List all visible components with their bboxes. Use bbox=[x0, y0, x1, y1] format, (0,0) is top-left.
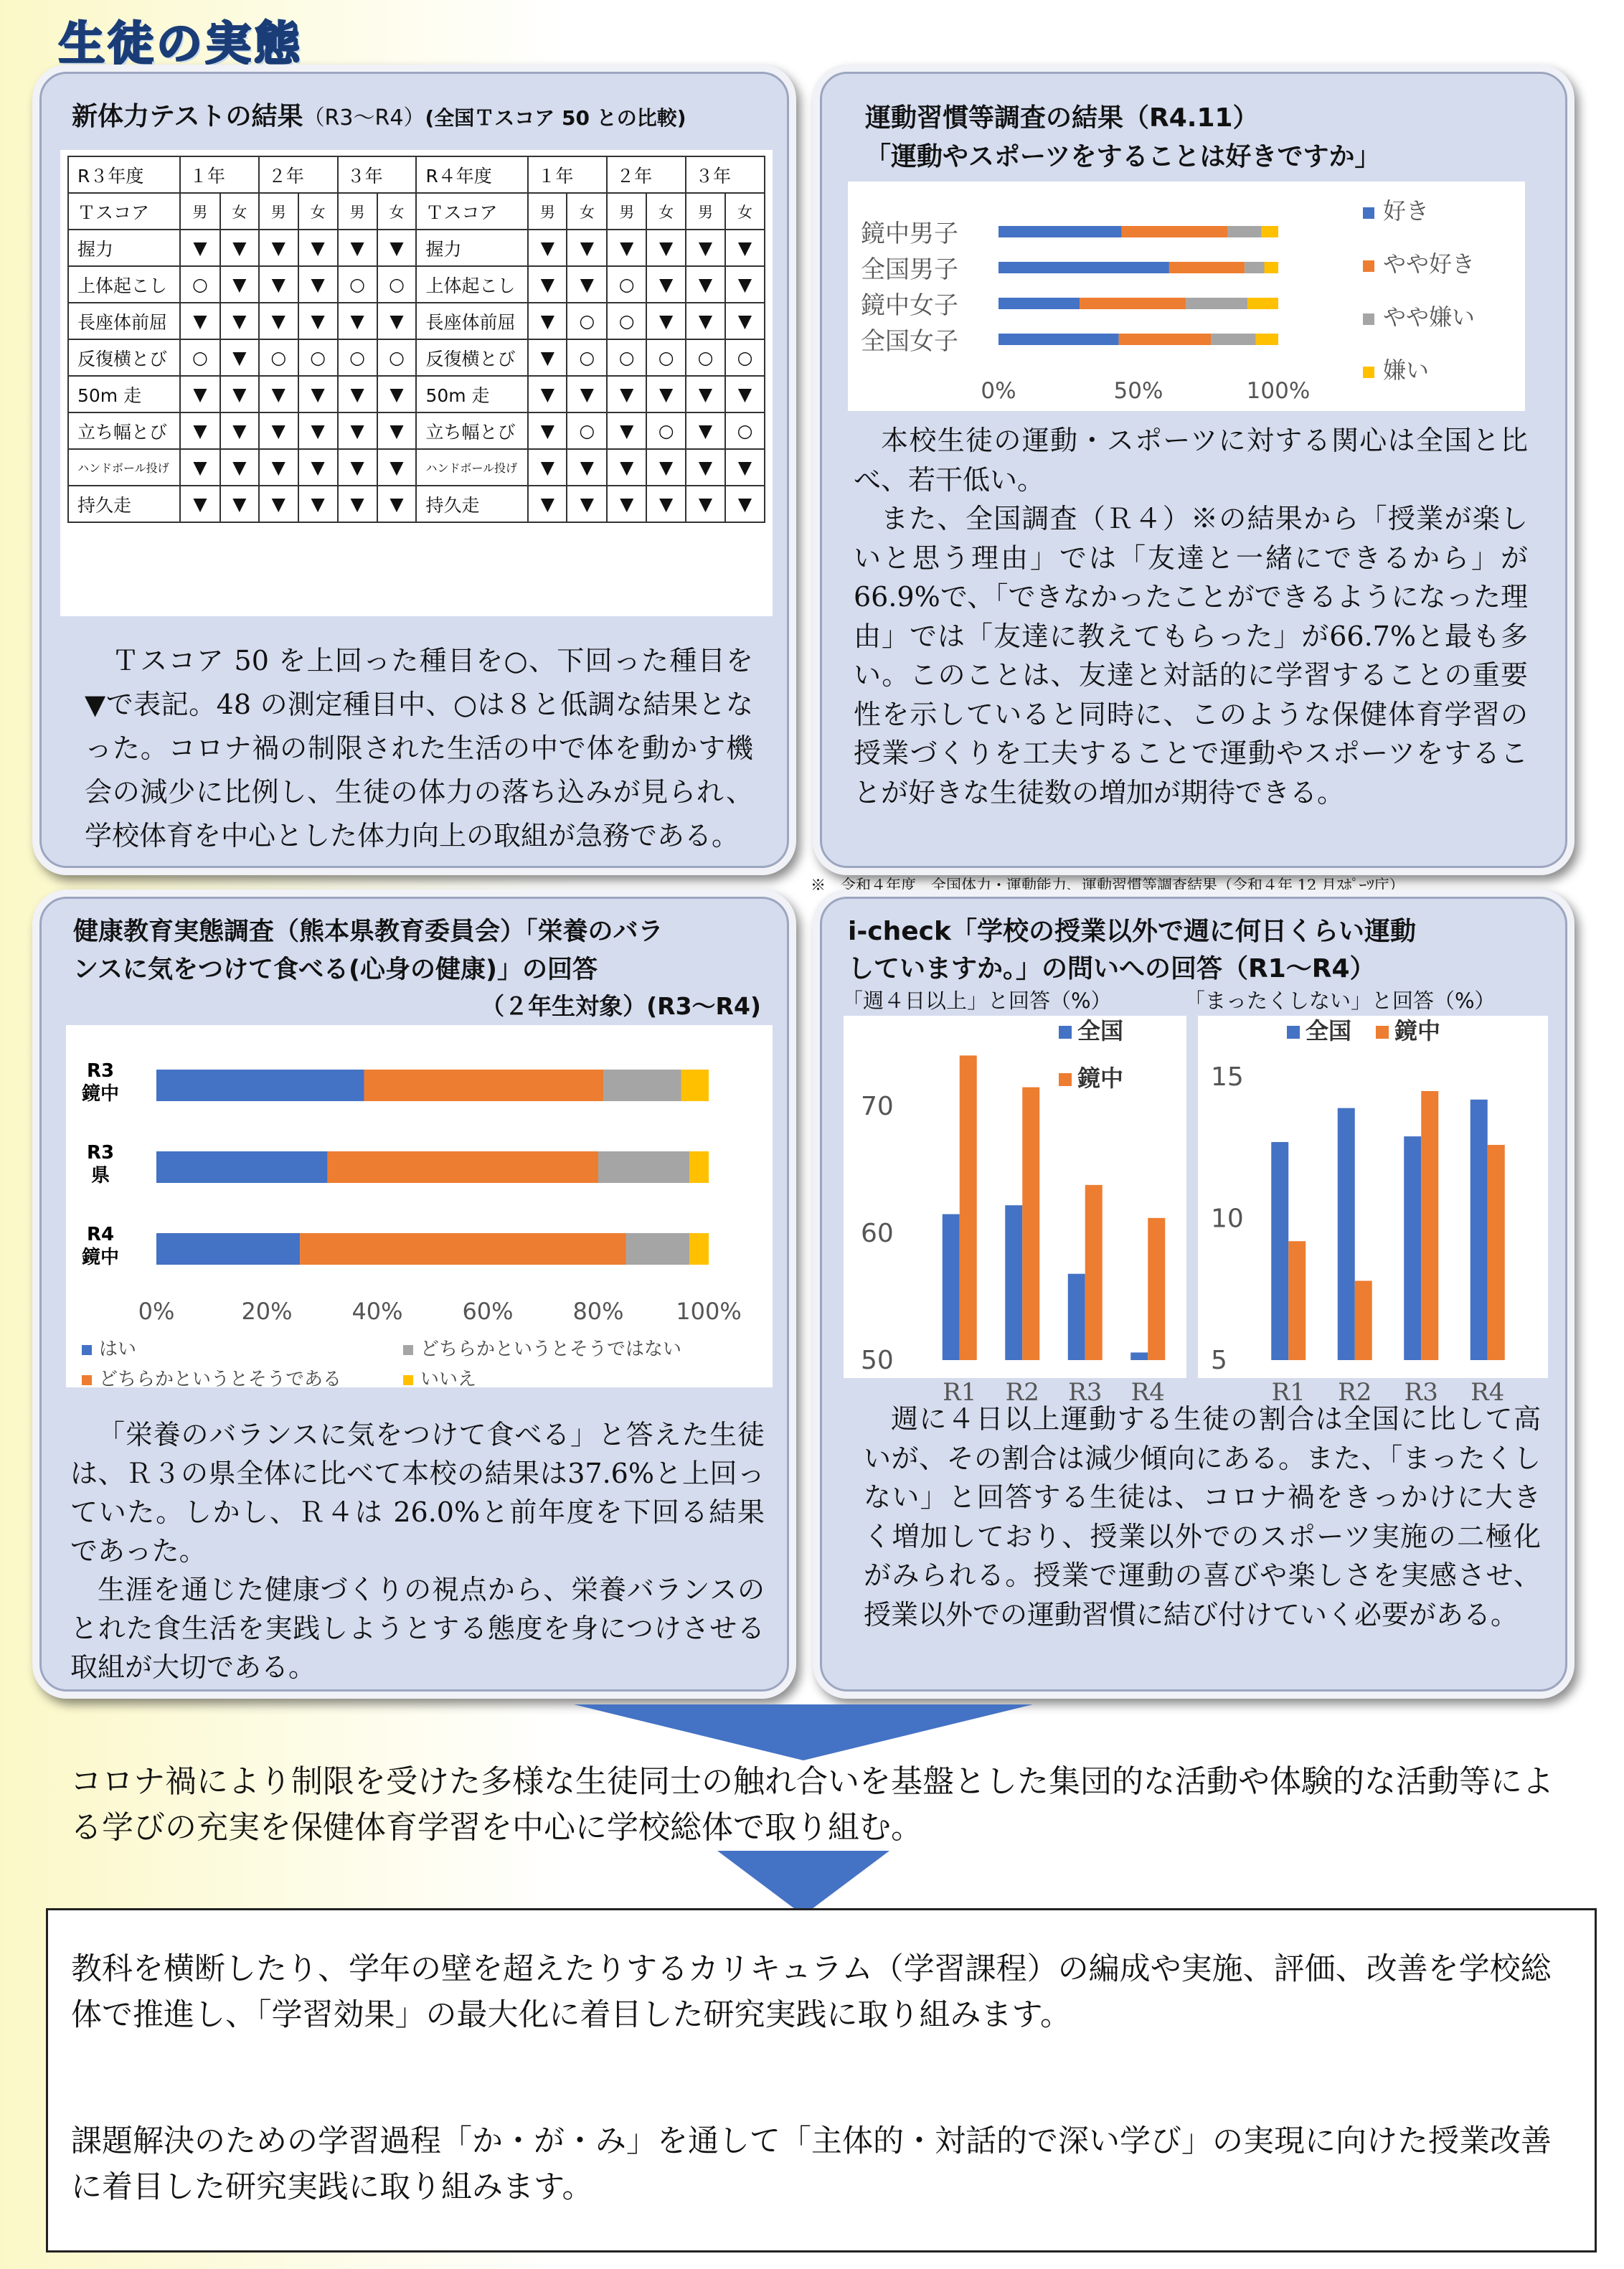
bar-segment bbox=[1265, 262, 1279, 273]
table-cell: 反復横とび bbox=[68, 339, 180, 376]
table-header-cell: 女 bbox=[220, 193, 259, 230]
table-cell: 反復横とび bbox=[416, 339, 528, 376]
fitness-panel bbox=[39, 72, 789, 868]
bar-segment bbox=[1228, 226, 1262, 237]
table-cell: ▼ bbox=[528, 412, 567, 449]
page-title: 生徒の実態 bbox=[59, 18, 303, 71]
table-cell: ▼ bbox=[377, 486, 417, 522]
bottom-p2: 課題解決のための学習過程「か・が・み」を通して「主体的・対話的で深い学び」の実現に向けた授業改善に着目した研究実践に取り組みます。 bbox=[71, 2123, 1552, 2205]
table-cell: ○ bbox=[338, 339, 377, 376]
table-cell: ○ bbox=[607, 339, 646, 376]
table-cell: ▼ bbox=[528, 376, 567, 412]
table-cell: ▼ bbox=[338, 376, 377, 412]
table-cell: ○ bbox=[607, 303, 646, 339]
table-header-cell: 男 bbox=[686, 193, 725, 230]
bar-segment bbox=[1080, 298, 1186, 309]
x-tick-label: 40% bbox=[351, 1298, 403, 1325]
bar bbox=[1085, 1185, 1103, 1360]
table-cell: ▼ bbox=[725, 486, 765, 522]
legend-label: やや好き bbox=[1383, 250, 1476, 278]
table-header-cell: 男 bbox=[528, 193, 567, 230]
table-cell: ▼ bbox=[607, 449, 646, 486]
bar-segment bbox=[1262, 226, 1278, 237]
table-row bbox=[68, 303, 765, 339]
table-header-cell: 女 bbox=[377, 193, 417, 230]
table-header-cell: Ｔスコア bbox=[68, 193, 180, 230]
table-row bbox=[68, 376, 765, 412]
table-cell: ○ bbox=[298, 339, 338, 376]
table-cell: ▼ bbox=[259, 486, 298, 522]
category-label: R3 bbox=[86, 1142, 115, 1164]
category-label: 鏡中女子 bbox=[861, 291, 958, 320]
table-cell: ▼ bbox=[567, 376, 607, 412]
table-cell: 立ち幅とび bbox=[68, 412, 180, 449]
table-cell: ▼ bbox=[220, 230, 259, 266]
icheck-panel bbox=[820, 897, 1567, 1692]
table-row bbox=[68, 449, 765, 486]
bar bbox=[1470, 1100, 1488, 1360]
table-row bbox=[68, 230, 765, 266]
habits-chart-box bbox=[848, 181, 1525, 411]
table-cell: ▼ bbox=[259, 412, 298, 449]
bar-segment bbox=[1245, 262, 1264, 273]
table-cell: ▼ bbox=[180, 486, 220, 522]
table-cell: ▼ bbox=[259, 266, 298, 303]
table-cell: ▼ bbox=[725, 449, 765, 486]
table-header-cell: R３年度 bbox=[68, 156, 180, 193]
category-label: 全国男子 bbox=[861, 255, 958, 284]
table-cell: ▼ bbox=[377, 230, 417, 266]
x-tick-label: R2 bbox=[1338, 1378, 1372, 1407]
table-cell: ▼ bbox=[220, 449, 259, 486]
table-cell: ▼ bbox=[259, 303, 298, 339]
table-header-cell: １年 bbox=[528, 156, 607, 193]
x-tick-label: 20% bbox=[241, 1298, 293, 1325]
fitness-table bbox=[67, 156, 765, 523]
habits-title-line1: 運動習慣等調査の結果（R4.11） bbox=[865, 103, 1259, 133]
legend-label: 全国 bbox=[1077, 1017, 1124, 1044]
table-cell: ▼ bbox=[686, 449, 725, 486]
table-header-cell: ２年 bbox=[259, 156, 338, 193]
bar bbox=[1404, 1136, 1421, 1360]
bar-segment bbox=[1211, 334, 1255, 345]
legend-swatch bbox=[1059, 1026, 1072, 1039]
icheck-sub-right: 「まったくしない」と回答（%） bbox=[1184, 989, 1496, 1013]
legend-label: やや嫌い bbox=[1383, 303, 1476, 331]
table-cell: ▼ bbox=[338, 449, 377, 486]
icheck-title-line1: i-check「学校の授業以外で週に何日くらい運動 bbox=[848, 917, 1416, 946]
bar bbox=[960, 1055, 977, 1360]
health-chart-box bbox=[66, 1025, 773, 1390]
table-cell: ▼ bbox=[646, 449, 686, 486]
bar bbox=[943, 1214, 960, 1360]
table-cell: ▼ bbox=[220, 339, 259, 376]
x-tick-label: R1 bbox=[943, 1378, 977, 1407]
table-cell: ▼ bbox=[180, 376, 220, 412]
x-tick-label: 0% bbox=[138, 1298, 175, 1325]
health-title-line2: ンスに気をつけて食べる(心身の健康)」の回答 bbox=[73, 956, 598, 984]
table-row bbox=[68, 412, 765, 449]
table-cell: 持久走 bbox=[68, 486, 180, 522]
table-header-row bbox=[68, 193, 765, 230]
legend-swatch bbox=[1287, 1026, 1300, 1039]
table-cell: ▼ bbox=[298, 376, 338, 412]
table-cell: ○ bbox=[338, 266, 377, 303]
bar-segment bbox=[689, 1233, 709, 1265]
y-tick-label: 15 bbox=[1211, 1062, 1244, 1093]
table-cell: ○ bbox=[725, 412, 765, 449]
table-cell: ○ bbox=[567, 303, 607, 339]
table-cell: ▼ bbox=[528, 303, 567, 339]
table-cell: ハンドボール投げ bbox=[416, 449, 528, 486]
table-cell: ▼ bbox=[725, 303, 765, 339]
bar-segment bbox=[999, 262, 1169, 273]
fitness-text: Ｔスコア 50 を上回った種目を○、下回った種目を▼で表記。48 の測定種目中、○は８と低調な結果となった。コロナ禍の制限された生活の中で体を動かす機会の減少に比例し、生徒の体力の落ち込みが見られ、学校体育を中心とした体力向上の取組が急務である。 bbox=[85, 645, 753, 852]
bar-segment bbox=[1119, 334, 1212, 345]
table-cell: 立ち幅とび bbox=[416, 412, 528, 449]
habits-title-line2: 「運動やスポーツをすることは好きですか」 bbox=[865, 142, 1381, 171]
table-cell: ハンドボール投げ bbox=[68, 449, 180, 486]
health-title-line1: 健康教育実態調査（熊本県教育委員会）「栄養のバラ bbox=[73, 917, 664, 946]
icheck-title-line2: していますか。」の問いへの回答（R1～R4） bbox=[848, 954, 1376, 983]
table-cell: ▼ bbox=[377, 376, 417, 412]
table-cell: ○ bbox=[607, 266, 646, 303]
table-cell: ▼ bbox=[567, 266, 607, 303]
table-cell: ▼ bbox=[686, 486, 725, 522]
bar-segment bbox=[626, 1233, 690, 1265]
bar-segment bbox=[156, 1233, 300, 1265]
table-row bbox=[68, 339, 765, 376]
table-cell: ○ bbox=[646, 412, 686, 449]
table-cell: ▼ bbox=[607, 230, 646, 266]
table-cell: ○ bbox=[646, 339, 686, 376]
x-tick-label: R2 bbox=[1005, 1378, 1039, 1407]
table-cell: ▼ bbox=[646, 230, 686, 266]
table-cell: ○ bbox=[725, 339, 765, 376]
table-cell: 長座体前屈 bbox=[416, 303, 528, 339]
table-cell: ▼ bbox=[646, 486, 686, 522]
table-cell: ▼ bbox=[528, 266, 567, 303]
bar bbox=[1288, 1241, 1306, 1360]
table-cell: ▼ bbox=[528, 449, 567, 486]
table-cell: ▼ bbox=[338, 412, 377, 449]
legend-swatch bbox=[403, 1375, 413, 1385]
health-chart bbox=[66, 1025, 773, 1390]
bottom-p1: 教科を横断したり、学年の壁を超えたりするカリキュラム（学習課程）の編成や実施、評価、改善を学校総体で推進し、「学習効果」の最大化に着目した研究実践に取り組みます。 bbox=[71, 1951, 1552, 2033]
table-cell: ▼ bbox=[338, 303, 377, 339]
weekly-chart bbox=[844, 1016, 1186, 1407]
table-cell: ▼ bbox=[259, 376, 298, 412]
table-cell: ▼ bbox=[567, 449, 607, 486]
table-header-cell: １年 bbox=[180, 156, 259, 193]
none-chart bbox=[1198, 1016, 1548, 1407]
legend-swatch bbox=[1363, 207, 1374, 219]
bar bbox=[1005, 1205, 1022, 1360]
table-cell: ▼ bbox=[686, 376, 725, 412]
table-cell: ▼ bbox=[567, 486, 607, 522]
legend-swatch bbox=[82, 1345, 92, 1355]
bar-segment bbox=[1122, 226, 1228, 237]
table-cell: ▼ bbox=[686, 230, 725, 266]
legend-swatch bbox=[1363, 260, 1374, 272]
table-header-cell: 女 bbox=[646, 193, 686, 230]
table-cell: ▼ bbox=[180, 230, 220, 266]
table-row bbox=[68, 266, 765, 303]
legend-label: はい bbox=[99, 1339, 137, 1360]
legend-label: 鏡中 bbox=[1394, 1017, 1441, 1044]
y-tick-label: 5 bbox=[1211, 1346, 1227, 1375]
table-header-cell: 女 bbox=[567, 193, 607, 230]
table-header-cell: 女 bbox=[298, 193, 338, 230]
table-cell: ○ bbox=[377, 266, 417, 303]
table-header-row bbox=[68, 156, 765, 193]
table-cell: ▼ bbox=[528, 486, 567, 522]
x-tick-label: 50% bbox=[1113, 378, 1163, 404]
table-header-cell: ２年 bbox=[607, 156, 686, 193]
category-label: 鏡中男子 bbox=[861, 220, 958, 248]
bar bbox=[1130, 1352, 1148, 1360]
table-cell: 握力 bbox=[68, 230, 180, 266]
table-cell: ▼ bbox=[298, 230, 338, 266]
table-cell: ▼ bbox=[298, 266, 338, 303]
x-tick-label: R3 bbox=[1404, 1378, 1438, 1407]
x-tick-label: 0% bbox=[981, 378, 1016, 404]
table-cell: 握力 bbox=[416, 230, 528, 266]
category-label: 鏡中 bbox=[81, 1247, 120, 1268]
table-cell: ▼ bbox=[220, 412, 259, 449]
table-cell: ▼ bbox=[377, 412, 417, 449]
table-cell: 上体起こし bbox=[416, 266, 528, 303]
bar bbox=[1068, 1274, 1085, 1360]
x-tick-label: R4 bbox=[1130, 1378, 1165, 1407]
table-cell: ▼ bbox=[646, 266, 686, 303]
category-label: 全国女子 bbox=[861, 327, 958, 356]
table-header-cell: Ｔスコア bbox=[416, 193, 528, 230]
table-cell: ▼ bbox=[686, 266, 725, 303]
table-cell: ▼ bbox=[180, 449, 220, 486]
y-tick-label: 10 bbox=[1211, 1204, 1244, 1234]
table-header-cell: 女 bbox=[725, 193, 765, 230]
table-cell: ▼ bbox=[607, 376, 646, 412]
table-cell: ▼ bbox=[567, 230, 607, 266]
bar-segment bbox=[156, 1070, 364, 1101]
table-header-cell: ３年 bbox=[686, 156, 765, 193]
table-cell: 持久走 bbox=[416, 486, 528, 522]
category-label: R4 bbox=[86, 1224, 115, 1245]
table-cell: ▼ bbox=[377, 303, 417, 339]
table-cell: ▼ bbox=[528, 230, 567, 266]
bar-segment bbox=[1169, 262, 1245, 273]
y-tick-label: 50 bbox=[861, 1346, 894, 1375]
table-cell: ▼ bbox=[725, 376, 765, 412]
bar-segment bbox=[999, 298, 1080, 309]
table-cell: ▼ bbox=[338, 230, 377, 266]
legend-label: どちらかというとそうである bbox=[99, 1369, 342, 1390]
table-cell: ▼ bbox=[180, 303, 220, 339]
legend-label: いいえ bbox=[420, 1369, 477, 1390]
table-cell: ▼ bbox=[528, 339, 567, 376]
table-header-cell: 男 bbox=[259, 193, 298, 230]
table-header-cell: R４年度 bbox=[416, 156, 528, 193]
table-cell: ▼ bbox=[259, 230, 298, 266]
table-cell: 上体起こし bbox=[68, 266, 180, 303]
table-cell: ▼ bbox=[298, 303, 338, 339]
down-arrow-2 bbox=[717, 1851, 889, 1917]
table-cell: ▼ bbox=[298, 449, 338, 486]
bar-segment bbox=[681, 1070, 709, 1101]
table-header-cell: 男 bbox=[180, 193, 220, 230]
legend-swatch bbox=[82, 1375, 92, 1385]
table-header-cell: 男 bbox=[338, 193, 377, 230]
table-cell: ▼ bbox=[725, 266, 765, 303]
table-cell: ▼ bbox=[180, 412, 220, 449]
y-tick-label: 60 bbox=[861, 1219, 894, 1249]
table-cell: 長座体前屈 bbox=[68, 303, 180, 339]
bottom-box bbox=[46, 1908, 1597, 2253]
table-cell: ○ bbox=[567, 339, 607, 376]
table-cell: ▼ bbox=[220, 486, 259, 522]
habits-text: 本校生徒の運動・スポーツに対する関心は全国と比べ、若干低い。 また、全国調査（Ｒ４）※の結果から「授業が楽しいと思う理由」では「友達と一緒にできるから」が 66.9%で、「できなかったことができるようになった理由」では「友達に教えてもらった」が66.7%と最も多い。このことは、友達と対話的に学習することの重要性を示していると同時に、このような保健体育学習の授業づくりを工夫することで運動やスポーツをすることが好きな生徒数の増加が期待できる。 bbox=[854, 425, 1528, 808]
habits-footnote: ※ 令和４年度 全国体力・運動能力、運動習慣等調査結果（令和４年 12 月ｽﾎﾟｰﾂ庁） bbox=[811, 877, 1405, 894]
legend-swatch bbox=[1363, 367, 1374, 378]
fitness-table-box bbox=[60, 150, 773, 616]
table-cell: ▼ bbox=[607, 412, 646, 449]
table-cell: ▼ bbox=[377, 449, 417, 486]
down-arrow-1 bbox=[574, 1704, 1033, 1762]
y-tick-label: 70 bbox=[861, 1092, 894, 1122]
bar-segment bbox=[1256, 334, 1278, 345]
category-label: R3 bbox=[86, 1060, 115, 1082]
x-tick-label: 60% bbox=[462, 1298, 514, 1325]
bar-segment bbox=[598, 1151, 689, 1183]
legend-label: 好き bbox=[1383, 197, 1430, 225]
table-cell: ▼ bbox=[646, 376, 686, 412]
bar bbox=[1271, 1142, 1288, 1360]
x-tick-label: R1 bbox=[1271, 1378, 1306, 1407]
bar-segment bbox=[604, 1070, 681, 1101]
x-tick-label: 100% bbox=[1246, 378, 1311, 404]
table-cell: ○ bbox=[180, 266, 220, 303]
table-cell: ▼ bbox=[725, 230, 765, 266]
legend-label: 嫌い bbox=[1383, 357, 1430, 384]
health-panel bbox=[39, 897, 789, 1692]
table-cell: ▼ bbox=[686, 412, 725, 449]
x-tick-label: 80% bbox=[572, 1298, 624, 1325]
table-cell: ○ bbox=[180, 339, 220, 376]
table-cell: ▼ bbox=[220, 303, 259, 339]
table-cell: ▼ bbox=[298, 486, 338, 522]
bar-segment bbox=[999, 334, 1119, 345]
x-tick-label: R4 bbox=[1470, 1378, 1505, 1407]
health-title-line3: （２年生対象）(R3～R4) bbox=[481, 992, 761, 1020]
table-header-cell: ３年 bbox=[338, 156, 417, 193]
table-cell: ▼ bbox=[220, 376, 259, 412]
bar-segment bbox=[689, 1151, 709, 1183]
table-cell: ▼ bbox=[298, 412, 338, 449]
legend-label: 鏡中 bbox=[1077, 1065, 1124, 1092]
table-cell: ▼ bbox=[220, 266, 259, 303]
table-cell: ○ bbox=[377, 339, 417, 376]
table-cell: ▼ bbox=[338, 486, 377, 522]
summary-statement: コロナ禍により制限を受けた多様な生徒同士の触れ合いを基盤とした集団的な活動や体験的な活動等による学びの充実を保健体育学習を中心に学校総体で取り組む。 bbox=[70, 1763, 1554, 1846]
icheck-sub-left: 「週４日以上」と回答（%） bbox=[842, 989, 1112, 1013]
habits-panel bbox=[820, 72, 1567, 868]
table-header-cell: 男 bbox=[607, 193, 646, 230]
table-cell: ▼ bbox=[646, 303, 686, 339]
table-cell: ▼ bbox=[259, 449, 298, 486]
bar-segment bbox=[364, 1070, 604, 1101]
x-tick-label: 100% bbox=[676, 1298, 742, 1325]
bar bbox=[1338, 1108, 1355, 1360]
bar bbox=[1488, 1145, 1505, 1360]
icheck-chart-left-box bbox=[844, 1016, 1186, 1407]
table-cell: ○ bbox=[686, 339, 725, 376]
category-label: 県 bbox=[90, 1165, 110, 1187]
bar-segment bbox=[1186, 298, 1247, 309]
legend-swatch bbox=[403, 1345, 413, 1355]
x-tick-label: R3 bbox=[1068, 1378, 1103, 1407]
legend-swatch bbox=[1059, 1073, 1072, 1086]
table-cell: ▼ bbox=[607, 486, 646, 522]
bar-segment bbox=[156, 1151, 328, 1183]
table-cell: 50m 走 bbox=[416, 376, 528, 412]
table-row bbox=[68, 486, 765, 522]
legend-swatch bbox=[1376, 1026, 1389, 1039]
bar-segment bbox=[999, 226, 1122, 237]
icheck-chart-right-box bbox=[1198, 1016, 1548, 1407]
bar bbox=[1022, 1088, 1039, 1360]
table-cell: ○ bbox=[259, 339, 298, 376]
category-label: 鏡中 bbox=[81, 1083, 120, 1105]
bar bbox=[1421, 1091, 1438, 1360]
fitness-title: 新体力テストの結果（R3～R4）(全国Ｔスコア 50 との比較) bbox=[72, 102, 686, 131]
legend-label: どちらかというとそうではない bbox=[420, 1339, 682, 1360]
icheck-text: 週に４日以上運動する生徒の割合は全国に比して高いが、その割合は減少傾向にある。また、「まったくしない」と回答する生徒は、コロナ禍をきっかけに大きく増加しており、授業以外でのスポーツ実施の二極化がみられる。授業で運動の喜びや楽しさを実感させ、授業以外での運動習慣に結び付けていく必要がある。 bbox=[864, 1403, 1541, 1631]
bar bbox=[1148, 1218, 1165, 1360]
bar-segment bbox=[328, 1151, 598, 1183]
bar bbox=[1355, 1280, 1372, 1360]
legend-label: 全国 bbox=[1306, 1017, 1352, 1044]
habits-chart bbox=[848, 181, 1525, 411]
table-cell: ○ bbox=[567, 412, 607, 449]
table-cell: ▼ bbox=[686, 303, 725, 339]
health-text: 「栄養のバランスに気をつけて食べる」と答えた生徒は、Ｒ３の県全体に比べて本校の結果は37.6%と上回っていた。しかし、Ｒ４は 26.0%と前年度を下回る結果であった。 生涯を通じた健康づくりの視点から、栄養バランスのとれた食生活を実践しようとする態度を身につけさせる取組が大切である。 bbox=[70, 1419, 765, 1683]
bar-segment bbox=[1247, 298, 1278, 309]
legend-swatch bbox=[1363, 313, 1374, 325]
table-cell: 50m 走 bbox=[68, 376, 180, 412]
bar-segment bbox=[300, 1233, 625, 1265]
